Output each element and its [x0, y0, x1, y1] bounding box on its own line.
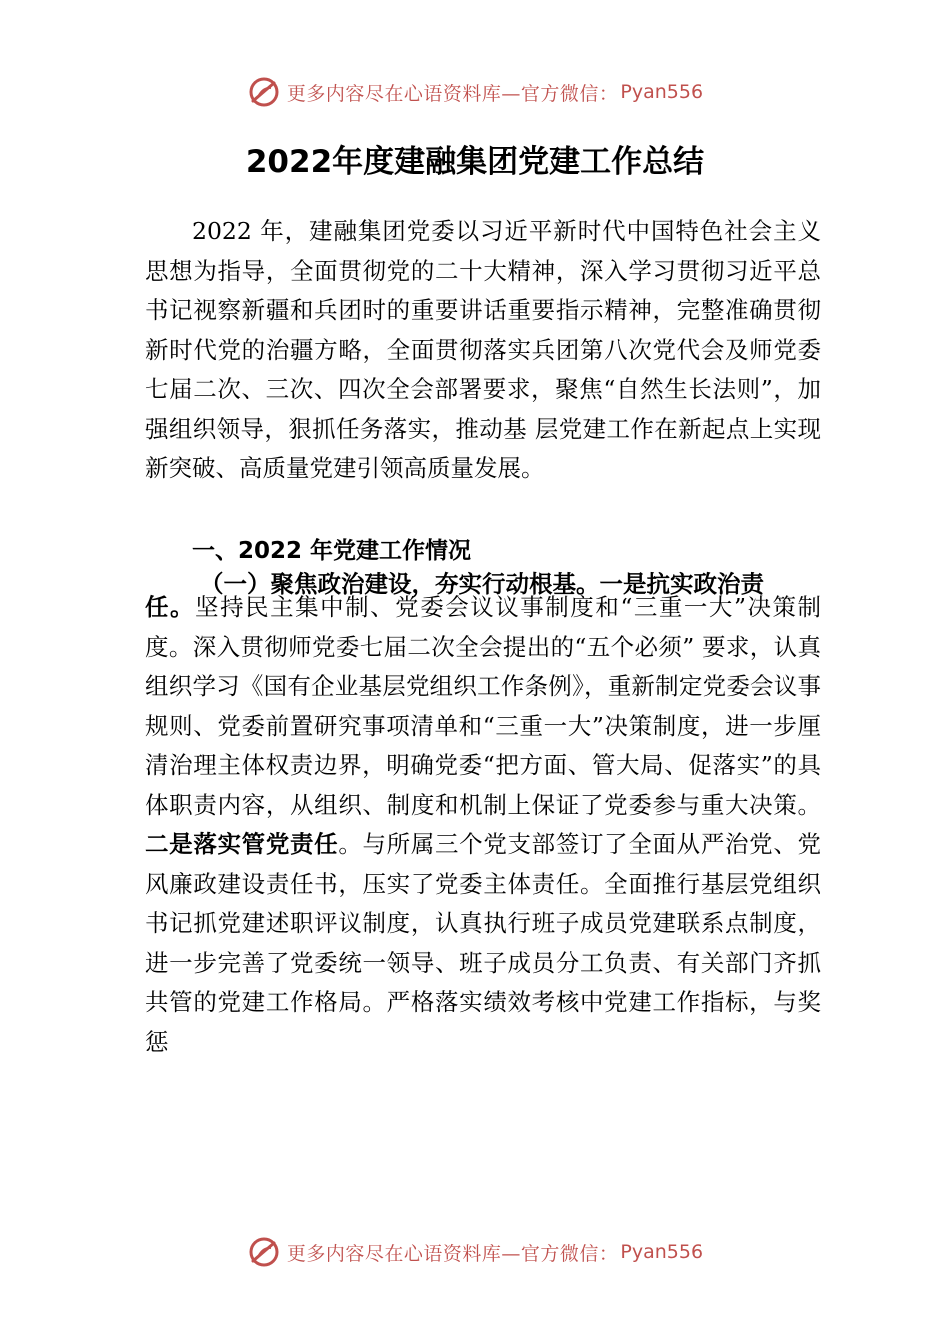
banner-text: 更多内容尽在心语资料库—官方微信： — [286, 82, 619, 105]
paragraph-2-text-a: 坚持民主集中制、党委会议议事制度和“三重一大”决策制度。深入贯彻师党委七届二次全会提出的“五个必须” 要求，认真组织学习《国有企业基层党组织工作条例》，重新制定党委会议事规则、党委前置研究事项清单和“三重一大”决策制度，进一步厘清治理主体权责边界，明确党委“把方面、管大局、促落实”的具体职责内容，从组织、制度和机制上保证了党委参与重大决策。 — [145, 593, 822, 819]
brush-circle-logo-icon — [247, 1235, 281, 1269]
paragraph-2 — [145, 588, 821, 1062]
banner-wechat-id: Pyan556 — [620, 1241, 704, 1263]
footer-banner — [0, 1232, 950, 1272]
section-heading: 一、2022 年党建工作情况 — [192, 538, 472, 564]
banner-wechat-id: Pyan556 — [620, 81, 704, 103]
brush-circle-logo-icon — [247, 75, 281, 109]
intro-paragraph: 2022 年，建融集团党委以习近平新时代中国特色社会主义思想为指导，全面贯彻党的二十大精神，深入学习贯彻习近平总书记视察新疆和兵团时的重要讲话重要指示精神，完整准确贯彻新时代党的治疆方略，全面贯彻落实兵团第八次党代会及师党委七届二次、三次、四次全会部署要求，聚焦“自然生长法则”，加强组织领导，狠抓任务落实，推动基 层党建工作在新起点上实现新突破、高质量党建引领高质量发展。 — [145, 217, 821, 482]
paragraph-2-bold-phrase: 二是落实管党责任 — [145, 830, 339, 858]
banner-text: 更多内容尽在心语资料库—官方微信： — [286, 1242, 619, 1265]
subsection-heading: （一）聚焦政治建设，夯实行动根基。一是抗实政治责 — [200, 570, 764, 598]
paragraph-2-text-b: 。与所属三个党支部签订了全面从严治党、党风廉政建设责任书，压实了党委主体责任。全面推行基层党组织书记抓党建述职评议制度，认真执行班子成员党建联系点制度，进一步完善了党委统一领导、班子成员分工负责、有关部门齐抓共管的党建工作格局。严格落实绩效考核中党建工作指标，与奖惩 — [145, 830, 822, 1056]
header-banner — [0, 72, 950, 112]
subsection-heading-continuation: 任。 — [145, 593, 196, 621]
document-title: 2022年度建融集团党建工作总结 — [245, 144, 705, 180]
